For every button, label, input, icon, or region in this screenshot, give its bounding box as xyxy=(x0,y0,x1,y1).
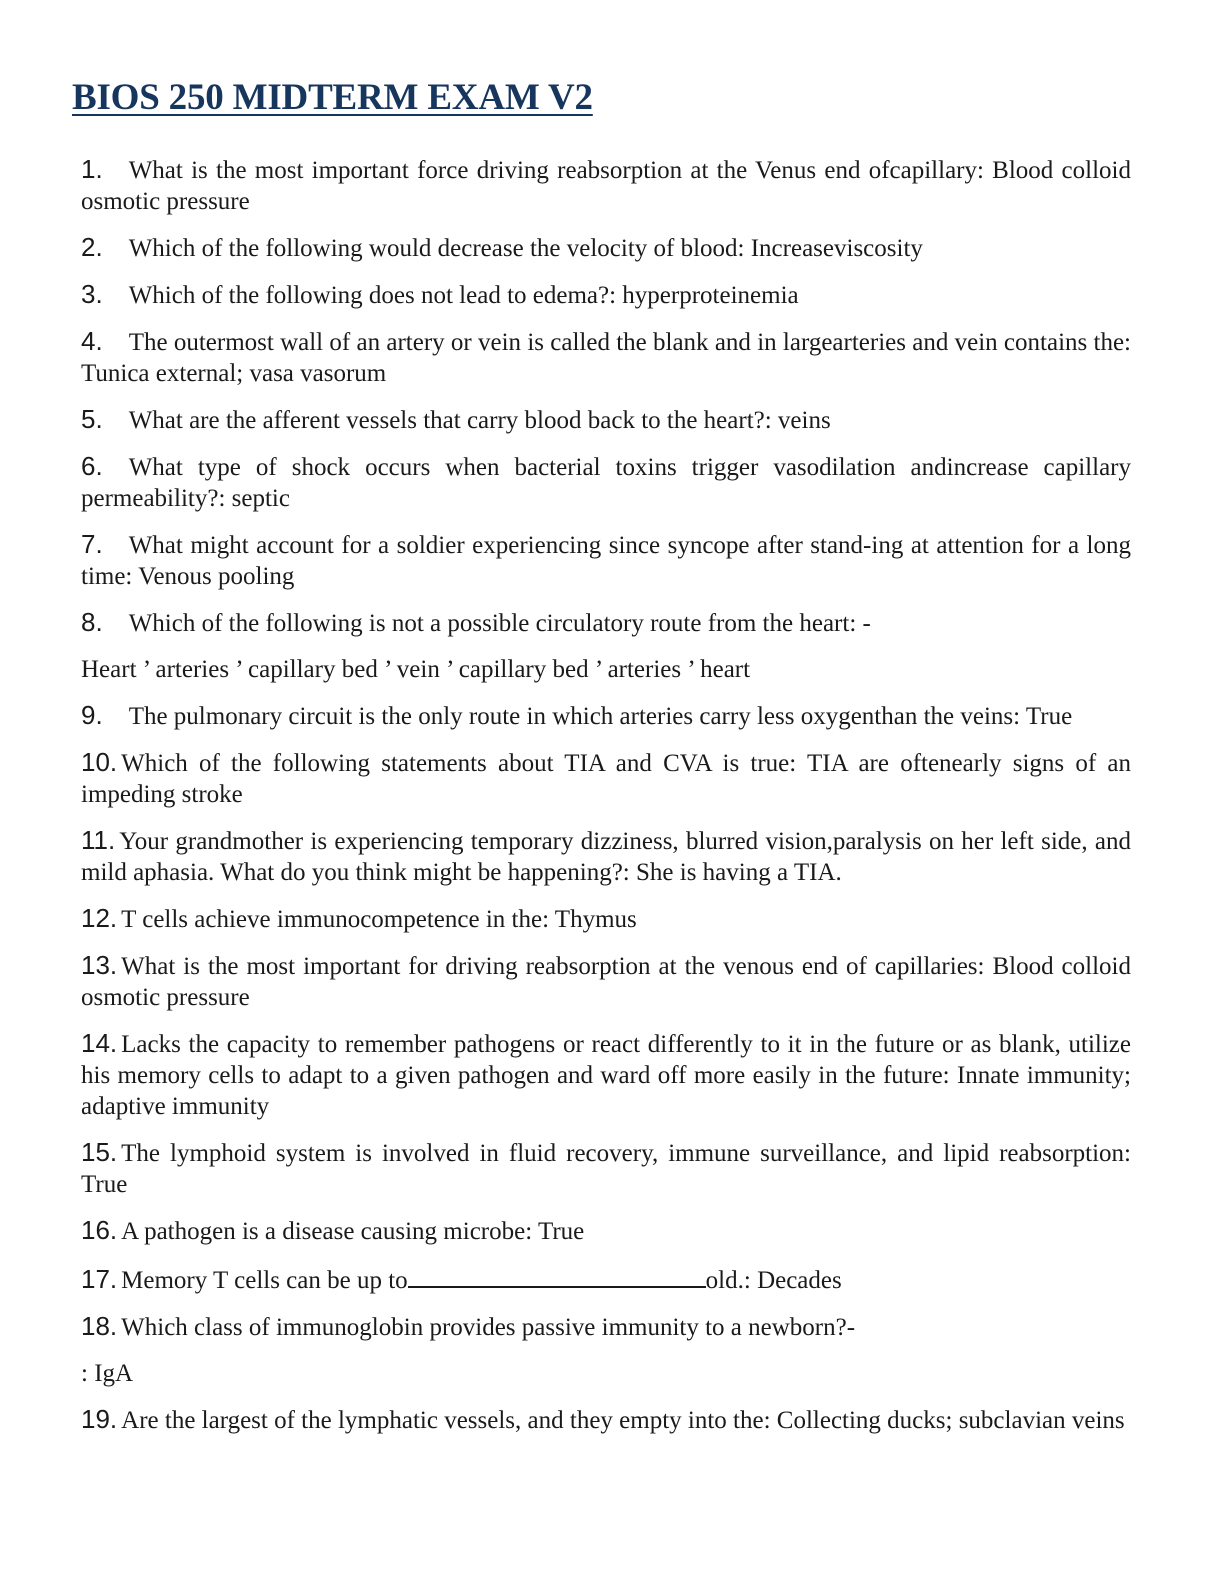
question-text: What are the afferent vessels that carry blood back to the heart?: veins xyxy=(128,407,831,434)
question-text: The lymphoid system is involved in fluid recovery, immune surveillance, and lipid reabsorption: True xyxy=(81,1140,1131,1198)
question-text: Which of the following is not a possible circulatory route from the heart: - xyxy=(128,610,871,637)
question-text: What type of shock occurs when bacterial toxins trigger vasodilation andincrease capillary permeability?: septic xyxy=(81,454,1131,512)
question-number: 11. xyxy=(81,825,116,855)
question-list xyxy=(81,154,1131,1451)
question-text: Are the largest of the lymphatic vessels, and they empty into the: Collecting ducks; subclavian veins xyxy=(121,1407,1125,1434)
question-text-after-blank: old.: Decades xyxy=(705,1267,842,1294)
question-number: 2. xyxy=(81,232,103,262)
question-number: 13. xyxy=(81,950,118,980)
question-5 xyxy=(81,404,1131,436)
question-number: 14. xyxy=(81,1028,118,1058)
question-number: 7. xyxy=(81,529,103,559)
question-number: 6. xyxy=(81,451,103,481)
question-text: The outermost wall of an artery or vein is called the blank and in largearteries and vein contains the: Tunica external; vasa vasorum xyxy=(81,329,1131,387)
question-number: 3. xyxy=(81,279,103,309)
question-text: Which class of immunoglobin provides passive immunity to a newborn?- xyxy=(121,1314,856,1341)
question-text: What is the most important force driving reabsorption at the Venus end ofcapillary: Blood colloid osmotic pressure xyxy=(81,157,1131,215)
question-text: Your grandmother is experiencing temporary dizziness, blurred vision,paralysis on her left side, and mild aphasia. What do you think might be happening?: She is having a TIA. xyxy=(81,828,1131,886)
question-number: 19. xyxy=(81,1404,118,1434)
question-4 xyxy=(81,326,1131,389)
question-number: 1. xyxy=(81,154,103,184)
question-text: Which of the following statements about TIA and CVA is true: TIA are oftenearly signs of an impeding stroke xyxy=(81,750,1131,808)
question-number: 18. xyxy=(81,1311,118,1341)
question-11 xyxy=(81,825,1131,888)
question-number: 4. xyxy=(81,326,103,356)
question-number: 12. xyxy=(81,903,118,933)
question-7 xyxy=(81,529,1131,592)
question-19 xyxy=(81,1404,1131,1436)
page-title: BIOS 250 MIDTERM EXAM V2 xyxy=(72,77,593,118)
question-text: T cells achieve immunocompetence in the: Thymus xyxy=(121,906,637,933)
question-text: The pulmonary circuit is the only route in which arteries carry less oxygenthan the veins: True xyxy=(128,703,1073,730)
fill-in-blank-line xyxy=(408,1262,706,1288)
question-10 xyxy=(81,747,1131,810)
question-number: 5. xyxy=(81,404,103,434)
question-8 xyxy=(81,607,1131,639)
question-14 xyxy=(81,1028,1131,1122)
question-text: What might account for a soldier experiencing since syncope after stand-ing at attention for a long time: Venous pooling xyxy=(81,532,1131,590)
question-text: A pathogen is a disease causing microbe: True xyxy=(121,1218,585,1245)
question-number: 15. xyxy=(81,1137,118,1167)
question-number: 8. xyxy=(81,607,103,637)
question-9 xyxy=(81,700,1131,732)
question-text: What is the most important for driving reabsorption at the venous end of capillaries: Blood colloid osmotic pressure xyxy=(81,953,1131,1011)
question-text: Lacks the capacity to remember pathogens or react differently to it in the future or as blank, utilize his memory cells to adapt to a given pathogen and ward off more easily in the future: Innate immunity; adaptive immunity xyxy=(81,1031,1131,1120)
question-number: 16. xyxy=(81,1215,118,1245)
question-number: 9. xyxy=(81,700,103,730)
question-13 xyxy=(81,950,1131,1013)
question-12 xyxy=(81,903,1131,935)
question-text: Which of the following would decrease the velocity of blood: Increaseviscosity xyxy=(128,235,923,262)
question-number: 17. xyxy=(81,1264,118,1294)
question-1 xyxy=(81,154,1131,217)
question-17 xyxy=(81,1262,1131,1296)
question-number: 10. xyxy=(81,747,118,777)
question-2 xyxy=(81,232,1131,264)
question-text-before-blank: Memory T cells can be up to xyxy=(121,1267,408,1294)
question-8-answer-line: Heart ’ arteries ’ capillary bed ’ vein ’ capillary bed ’ arteries ’ heart xyxy=(81,656,751,683)
question-15 xyxy=(81,1137,1131,1200)
question-18 xyxy=(81,1311,1131,1343)
question-18-answer-line: : IgA xyxy=(81,1360,134,1387)
question-3 xyxy=(81,279,1131,311)
question-6 xyxy=(81,451,1131,514)
question-16 xyxy=(81,1215,1131,1247)
question-text: Which of the following does not lead to edema?: hyperproteinemia xyxy=(128,282,799,309)
